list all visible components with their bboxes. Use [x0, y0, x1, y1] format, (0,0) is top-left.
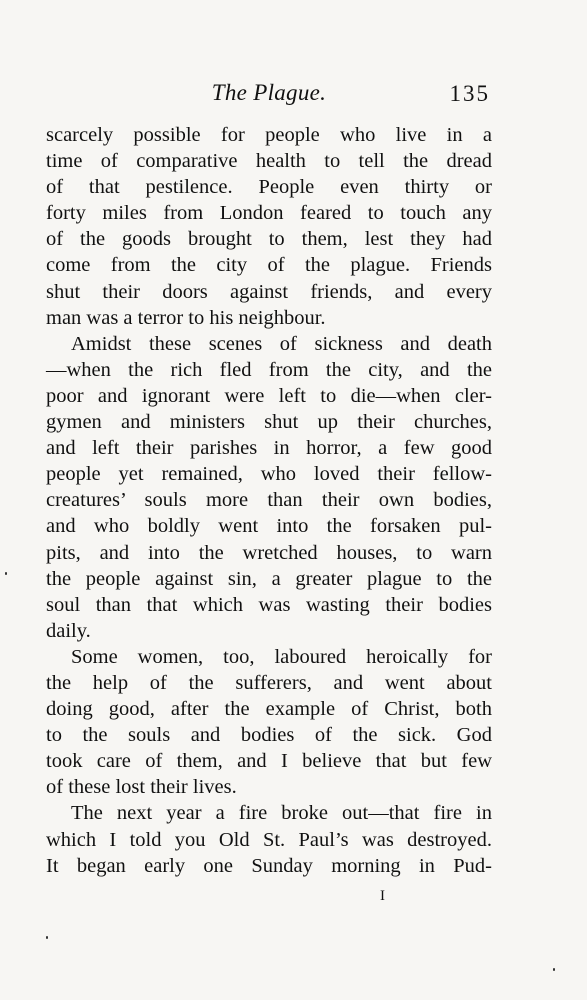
text-line: the help of the sufferers, and went about	[46, 671, 492, 694]
text-line: Amidst these scenes of sickness and death	[71, 332, 492, 355]
print-speck	[553, 968, 555, 971]
text-line: pits, and into the wretched houses, to warn	[46, 541, 492, 564]
print-speck	[5, 572, 7, 575]
text-line: the people against sin, a greater plague to the	[46, 567, 492, 590]
running-title: The Plague.	[211, 80, 327, 105]
text-line: took care of them, and I believe that but few	[46, 750, 492, 773]
text-line: It began early one Sunday morning in Pud-	[46, 854, 492, 877]
text-line: and left their parishes in horror, a few good	[46, 437, 492, 460]
text-line: shut their doors against friends, and every	[46, 280, 492, 303]
text-line: poor and ignorant were left to die—when cler-	[46, 384, 492, 407]
text-line: of the goods brought to them, lest they had	[46, 228, 492, 251]
text-line: time of comparative health to tell the dread	[46, 150, 492, 173]
text-line: of these lost their lives.	[46, 776, 237, 799]
text-line: soul than that which was wasting their bodies	[46, 593, 492, 616]
body-text	[46, 122, 492, 879]
text-line: people yet remained, who loved their fellow-	[46, 463, 492, 486]
text-line: to the souls and bodies of the sick. God	[46, 724, 492, 747]
text-line: creatures’ souls more than their own bodies,	[46, 489, 492, 512]
page-number: 135	[449, 81, 490, 106]
running-head	[46, 78, 492, 112]
text-line: come from the city of the plague. Friends	[46, 254, 492, 277]
text-line: gymen and ministers shut up their churches,	[46, 411, 492, 434]
signature-mark: I	[380, 888, 385, 904]
print-speck	[46, 936, 48, 939]
text-line: —when the rich fled from the city, and the	[46, 358, 492, 381]
text-line: daily.	[46, 619, 91, 642]
text-line: scarcely possible for people who live in a	[46, 124, 492, 146]
text-line: Some women, too, laboured heroically for	[71, 645, 492, 668]
text-line: and who boldly went into the forsaken pul-	[46, 515, 492, 538]
text-line: doing good, after the example of Christ, both	[46, 698, 492, 721]
text-line: forty miles from London feared to touch any	[46, 202, 492, 225]
text-line: The next year a fire broke out—that fire in	[71, 802, 492, 825]
text-line: man was a terror to his neighbour.	[46, 306, 326, 329]
text-line: which I told you Old St. Paul’s was destroyed.	[46, 828, 492, 851]
text-line: of that pestilence. People even thirty or	[46, 176, 492, 199]
